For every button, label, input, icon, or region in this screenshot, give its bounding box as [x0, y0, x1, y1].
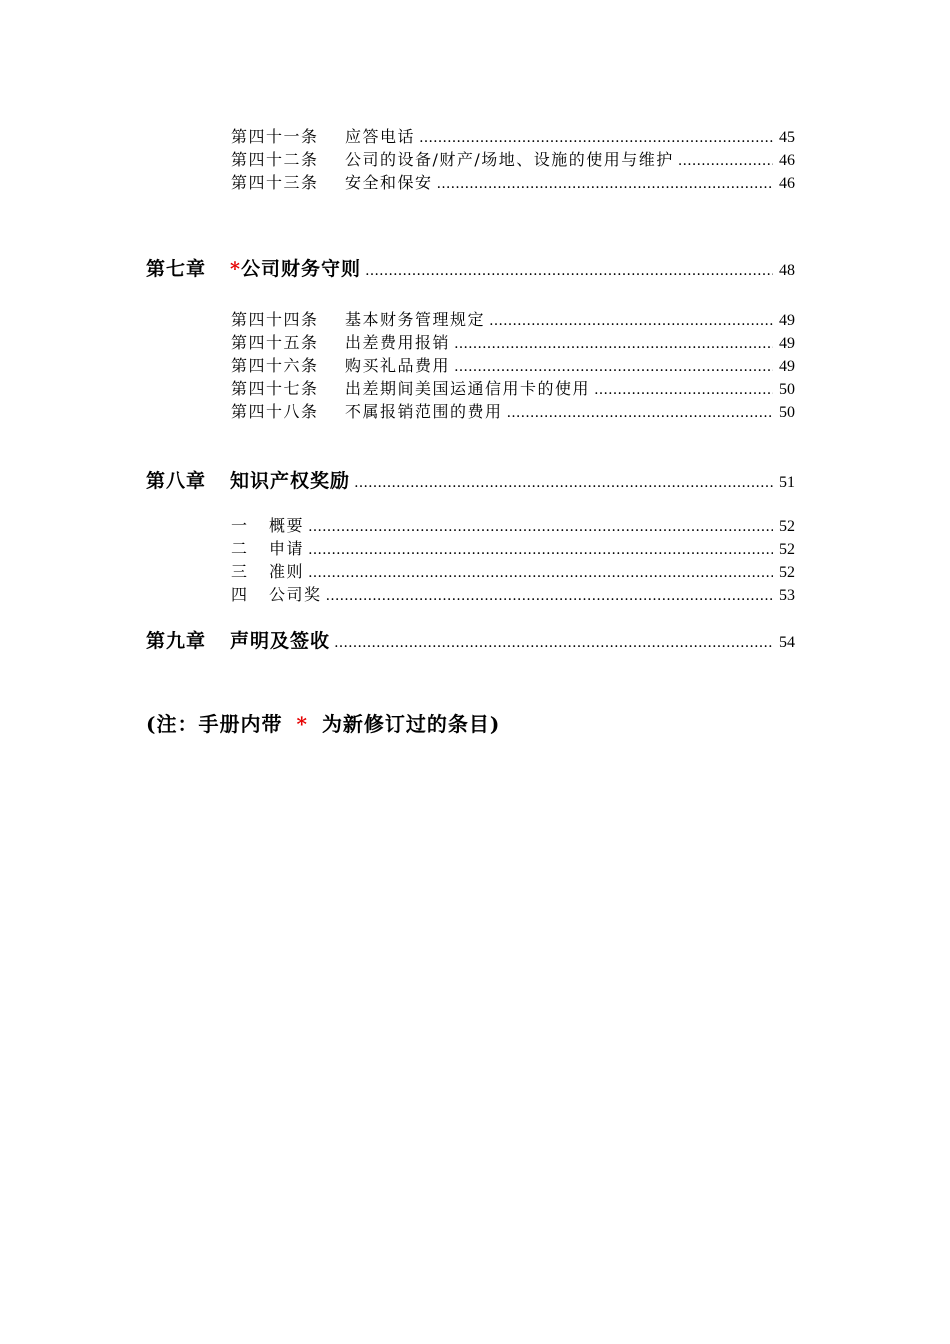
leader-dots — [304, 519, 773, 535]
entry-label: 第四十一条 — [231, 127, 319, 146]
leader-dots — [322, 588, 773, 604]
entry-page: 49 — [779, 312, 795, 329]
entry-label: 第四十三条 — [231, 173, 319, 192]
note-suffix: 为新修订过的条目) — [321, 712, 501, 736]
chapter-label: 第七章 — [146, 258, 207, 280]
chapter-title: 公司财务守则 — [240, 258, 361, 280]
toc-entry-42[interactable] — [231, 147, 795, 169]
chapter-page: 48 — [779, 262, 795, 279]
entry-label: 第四十八条 — [231, 402, 319, 421]
leader-dots — [415, 130, 773, 146]
entry-title: 不属报销范围的费用 — [345, 402, 503, 421]
chapter-label: 第八章 — [146, 470, 207, 492]
leader-dots — [590, 382, 773, 398]
entry-page: 49 — [779, 358, 795, 375]
entry-label: 三 — [231, 562, 249, 581]
revision-note — [146, 708, 500, 737]
leader-dots — [674, 153, 773, 169]
leader-dots — [450, 336, 773, 352]
toc-chapter-9[interactable] — [146, 626, 795, 652]
entry-title: 公司奖 — [269, 585, 322, 604]
toc-entry-41[interactable] — [231, 124, 795, 146]
entry-title: 准则 — [269, 562, 305, 581]
chapter-title: 声明及签收 — [230, 630, 331, 652]
toc-entry-47[interactable] — [231, 376, 795, 398]
entry-title: 应答电话 — [345, 127, 416, 146]
entry-page: 46 — [779, 175, 795, 192]
toc-entry-ch8-3[interactable] — [231, 559, 795, 581]
entry-page: 52 — [779, 541, 795, 558]
chapter-title: 知识产权奖励 — [230, 470, 351, 492]
leader-dots — [361, 263, 773, 279]
toc-chapter-8[interactable] — [146, 466, 795, 492]
entry-label: 第四十七条 — [231, 379, 319, 398]
toc-entry-46[interactable] — [231, 353, 795, 375]
leader-dots — [433, 176, 773, 192]
entry-page: 52 — [779, 518, 795, 535]
entry-page: 50 — [779, 404, 795, 421]
entry-label: 第四十六条 — [231, 356, 319, 375]
toc-entry-45[interactable] — [231, 330, 795, 352]
note-prefix: (注：手册内带 — [146, 712, 283, 736]
entry-page: 46 — [779, 152, 795, 169]
toc-entry-ch8-4[interactable] — [231, 582, 795, 604]
chapter-page: 51 — [779, 474, 795, 491]
toc-chapter-7[interactable] — [146, 254, 795, 280]
entry-label: 第四十五条 — [231, 333, 319, 352]
entry-title: 概要 — [269, 516, 305, 535]
toc-entry-48[interactable] — [231, 399, 795, 421]
chapter-page: 54 — [779, 634, 795, 651]
entry-title: 出差费用报销 — [345, 333, 451, 352]
entry-page: 53 — [779, 587, 795, 604]
entry-label: 第四十二条 — [231, 150, 319, 169]
leader-dots — [304, 542, 773, 558]
entry-title: 公司的设备/财产/场地、设施的使用与维护 — [345, 150, 674, 169]
entry-page: 49 — [779, 335, 795, 352]
chapter-label: 第九章 — [146, 630, 207, 652]
leader-dots — [485, 313, 773, 329]
toc-entry-ch8-1[interactable] — [231, 513, 795, 535]
entry-label: 二 — [231, 539, 249, 558]
entry-title: 基本财务管理规定 — [345, 310, 486, 329]
toc-entry-43[interactable] — [231, 170, 795, 192]
entry-label: 四 — [231, 585, 249, 604]
leader-dots — [503, 405, 773, 421]
entry-label: 一 — [231, 516, 249, 535]
entry-page: 45 — [779, 129, 795, 146]
toc-entry-ch8-2[interactable] — [231, 536, 795, 558]
leader-dots — [304, 565, 773, 581]
leader-dots — [450, 359, 773, 375]
entry-page: 52 — [779, 564, 795, 581]
entry-title: 出差期间美国运通信用卡的使用 — [345, 379, 591, 398]
leader-dots — [330, 635, 773, 651]
entry-title: 申请 — [269, 539, 305, 558]
revised-star-icon: * — [230, 258, 241, 280]
entry-label: 第四十四条 — [231, 310, 319, 329]
entry-title: 安全和保安 — [345, 173, 433, 192]
entry-title: 购买礼品费用 — [345, 356, 451, 375]
entry-page: 50 — [779, 381, 795, 398]
leader-dots — [350, 475, 773, 491]
toc-entry-44[interactable] — [231, 307, 795, 329]
revised-star-icon: * — [296, 712, 308, 736]
